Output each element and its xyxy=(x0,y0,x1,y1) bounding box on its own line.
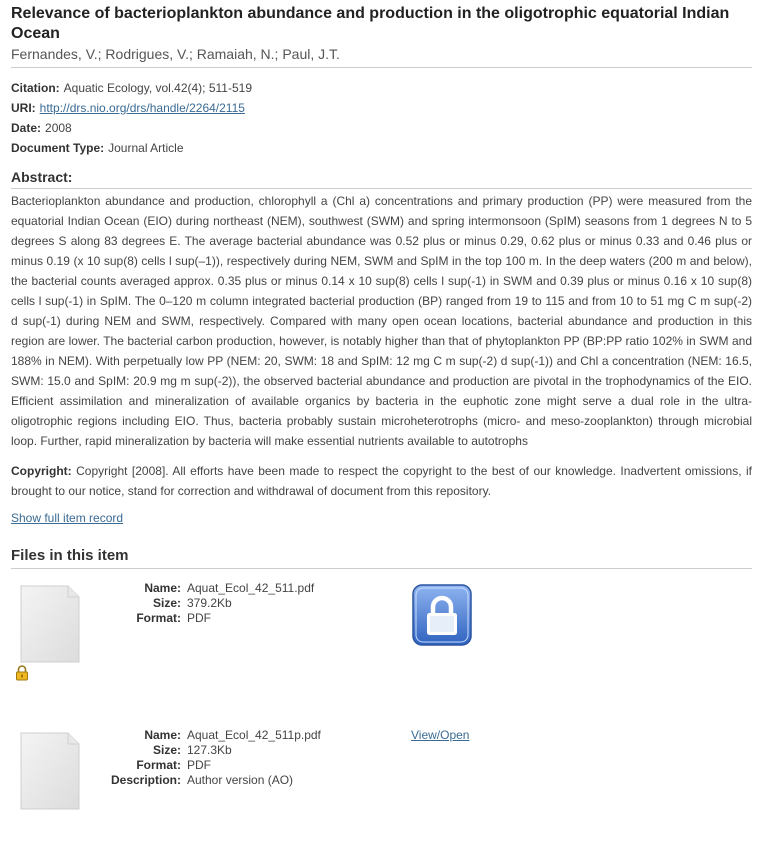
uri-row xyxy=(11,98,752,118)
file-format: PDF xyxy=(187,758,211,772)
abstract-heading: Abstract: xyxy=(11,168,752,189)
uri-link[interactable]: http://drs.nio.org/drs/handle/2264/2115 xyxy=(39,101,245,115)
view-open-link[interactable]: View/Open xyxy=(411,728,470,742)
file-size-label: Size: xyxy=(152,743,181,757)
file-size: 379.2Kb xyxy=(187,596,232,610)
file-name-label: Name: xyxy=(144,581,181,595)
file-entry xyxy=(11,728,752,863)
copyright-block xyxy=(11,461,752,501)
copyright-label: Copyright: xyxy=(11,464,72,478)
file-thumbnail-icon[interactable] xyxy=(20,732,80,810)
item-authors: Fernandes, V.; Rodrigues, V.; Ramaiah, N.; Paul, J.T. xyxy=(11,45,752,68)
doctype-row xyxy=(11,138,752,158)
date-value: 2008 xyxy=(45,121,72,135)
uri-label: URI: xyxy=(11,101,36,115)
item-title: Relevance of bacterioplankton abundance and production in the oligotrophic equatorial Indian Ocean xyxy=(11,5,730,42)
file-size-label: Size: xyxy=(152,596,181,610)
file-metadata xyxy=(103,728,321,788)
file-name: Aquat_Ecol_42_511p.pdf xyxy=(187,728,321,742)
file-size: 127.3Kb xyxy=(187,743,232,757)
access-restricted-lock-icon[interactable] xyxy=(412,584,472,646)
restricted-lock-icon xyxy=(15,665,29,681)
citation-row xyxy=(11,78,752,98)
file-name: Aquat_Ecol_42_511.pdf xyxy=(187,581,315,595)
date-row xyxy=(11,118,752,138)
metadata-block xyxy=(11,78,752,158)
file-metadata xyxy=(103,581,314,626)
doctype-value: Journal Article xyxy=(108,141,184,155)
files-heading: Files in this item xyxy=(11,547,752,569)
file-description: Author version (AO) xyxy=(187,773,294,787)
item-view xyxy=(11,4,752,863)
file-format-label: Format: xyxy=(136,611,181,625)
file-name-label: Name: xyxy=(144,728,181,742)
abstract-text: Bacterioplankton abundance and production, chlorophyll a (Chl a) concentrations and primary production (PP) were measured from the equatorial Indian Ocean (EIO) during northeast (NEM), southwest (SWM) and spring intermonsoon (SpIM) seasons from 1 degrees N to 5 degrees S along 83 degrees E. The average bacterial abundance was 0.52 plus or minus 0.29, 0.62 plus or minus 0.33 and 0.46 plus or minus 0.19 (x 10 sup(8) cells l sup(–1)), respectively during NEM, SWM and SpIM in the top 100 m. In the deep waters (200 m and below), the bacterial counts averaged approx. 0.35 plus or minus 0.14 x 10 sup(8) cells l sup(-1) in SWM and 0.39 plus or minus 0.16 x 10 sup(8) cells l sup(-1) in SpIM. The 0–120 m column integrated bacterial production (BP) ranged from 19 to 115 and from 10 to 51 mg C m sup(-2) d sup(-1) during NEM and SWM, respectively. Compared with many open ocean locations, bacterial abundance and production in this region are lower. The bacterial carbon production, however, is notably higher than that of phytoplankton PP (BP:PP ratio 102% in SWM and 188% in NEM). With perpetually low PP (NEM: 20, SWM: 18 and SpIM: 12 mg C m sup(-2) d sup(-1)) and Chl a concentration (NEM: 16.5, SWM: 15.0 and SpIM: 20.9 mg m sup(-2)), the observed bacterial abundance and production are pivotal in the trophodynamics of the EIO. Efficient assimilation and mineralization of available organics by bacteria in the euphotic zone might serve a dual role in the ultra-oligotrophic regions including EIO. Thus, bacteria probably sustain microheterotrophs (micro- and meso-zooplankton) through microbial loop. Further, rapid mineralization by bacteria will make essential nutrients available to autotrophs xyxy=(11,194,752,448)
copyright-text: Copyright [2008]. All efforts have been made to respect the copyright to the best of our knowledge. Inadvertent omissions, if brought to our notice, stand for correction and withdrawal of document from this repository. xyxy=(11,464,752,498)
date-label: Date: xyxy=(11,121,42,135)
citation-label: Citation: xyxy=(11,81,60,95)
file-thumbnail-icon[interactable] xyxy=(20,585,80,663)
file-description-label: Description: xyxy=(110,773,181,787)
file-entry xyxy=(11,581,752,716)
citation-value: Aquatic Ecology, vol.42(4); 511-519 xyxy=(63,81,252,95)
show-full-record-link[interactable]: Show full item record xyxy=(11,511,124,525)
doctype-label: Document Type: xyxy=(11,141,105,155)
file-format-label: Format: xyxy=(136,758,181,772)
file-format: PDF xyxy=(187,611,211,625)
